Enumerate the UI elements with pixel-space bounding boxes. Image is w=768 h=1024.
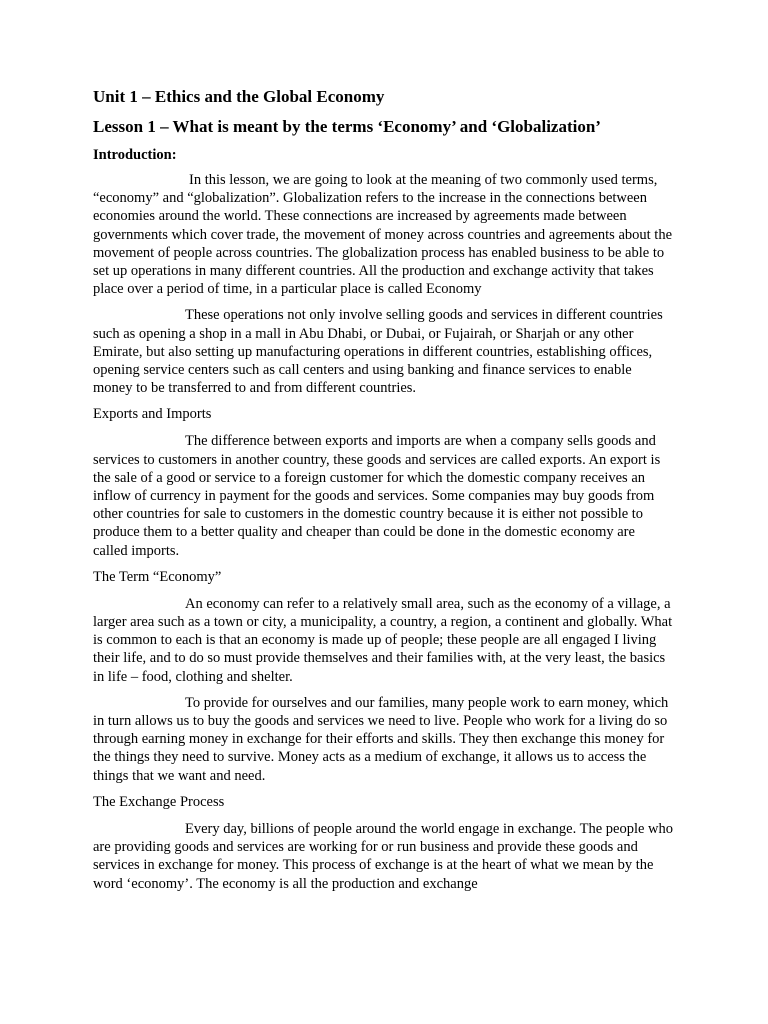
term-economy-heading: The Term “Economy” [93, 568, 222, 585]
document-page [93, 86, 673, 901]
exports-imports-heading: Exports and Imports [93, 406, 212, 423]
intro-paragraph-1: In this lesson, we are going to look at the meaning of two commonly used terms, “economy” and “globalization”. Globalization refers to the increase in the connections between economies around the world. These connections are increased by agreements made between governments which cover trade, the movement of money across countries and agreements about the movement of people across countries. The globalization process has enabled business to be able to set up operations in many different countries. All the production and exchange activity that takes place over a period of time, in a particular place is called Economy [93, 172, 673, 298]
exchange-process-heading: The Exchange Process [93, 793, 225, 810]
economy-paragraph-1: An economy can refer to a relatively small area, such as the economy of a village, a larger area such as a town or city, a municipality, a country, a region, a continent and globally. What is common to each is that an economy is made up of people; these people are all engaged I living their life, and to do so must provide themselves and their families with, at the very least, the basics in life – food, clothing and shelter. [93, 595, 673, 685]
introduction-heading: Introduction: [93, 147, 177, 163]
exchange-paragraph: Every day, billions of people around the world engage in exchange. The people who are providing goods and services are working for or run business and provide these goods and services in exchange for money. This process of exchange is at the heart of what we mean by the word ‘economy’. The economy is all the production and exchange [93, 820, 674, 892]
lesson-title: Lesson 1 – What is meant by the terms ‘Economy’ and ‘Globalization’ [93, 117, 601, 136]
exports-paragraph: The difference between exports and imports are when a company sells goods and services to customers in another country, these goods and services are called exports. An export is the sale of a good or service to a foreign customer for which the domestic company receives an inflow of currency in payment for the goods and services. Some companies may buy goods from other countries for sale to customers in the domestic country because it is either not possible to produce them to a better quality and cheaper than could be done in the domestic economy are called imports. [93, 433, 661, 559]
economy-paragraph-2: To provide for ourselves and our families, many people work to earn money, which in turn allows us to buy the goods and services we need to live. People who work for a living do so through earning money in exchange for their efforts and skills. They then exchange this money for the things they need to survive. Money acts as a medium of exchange, it allows us to access the things that we want and need. [93, 694, 669, 784]
intro-paragraph-2: These operations not only involve selling goods and services in different countries such as opening a shop in a mall in Abu Dhabi, or Dubai, or Fujairah, or Sharjah or any other Emirate, but also setting up manufacturing operations in different countries, establishing offices, opening service centers such as call centers and using banking and finance services to enable money to be transferred to and from different countries. [93, 307, 663, 397]
unit-title: Unit 1 – Ethics and the Global Economy [93, 87, 385, 106]
